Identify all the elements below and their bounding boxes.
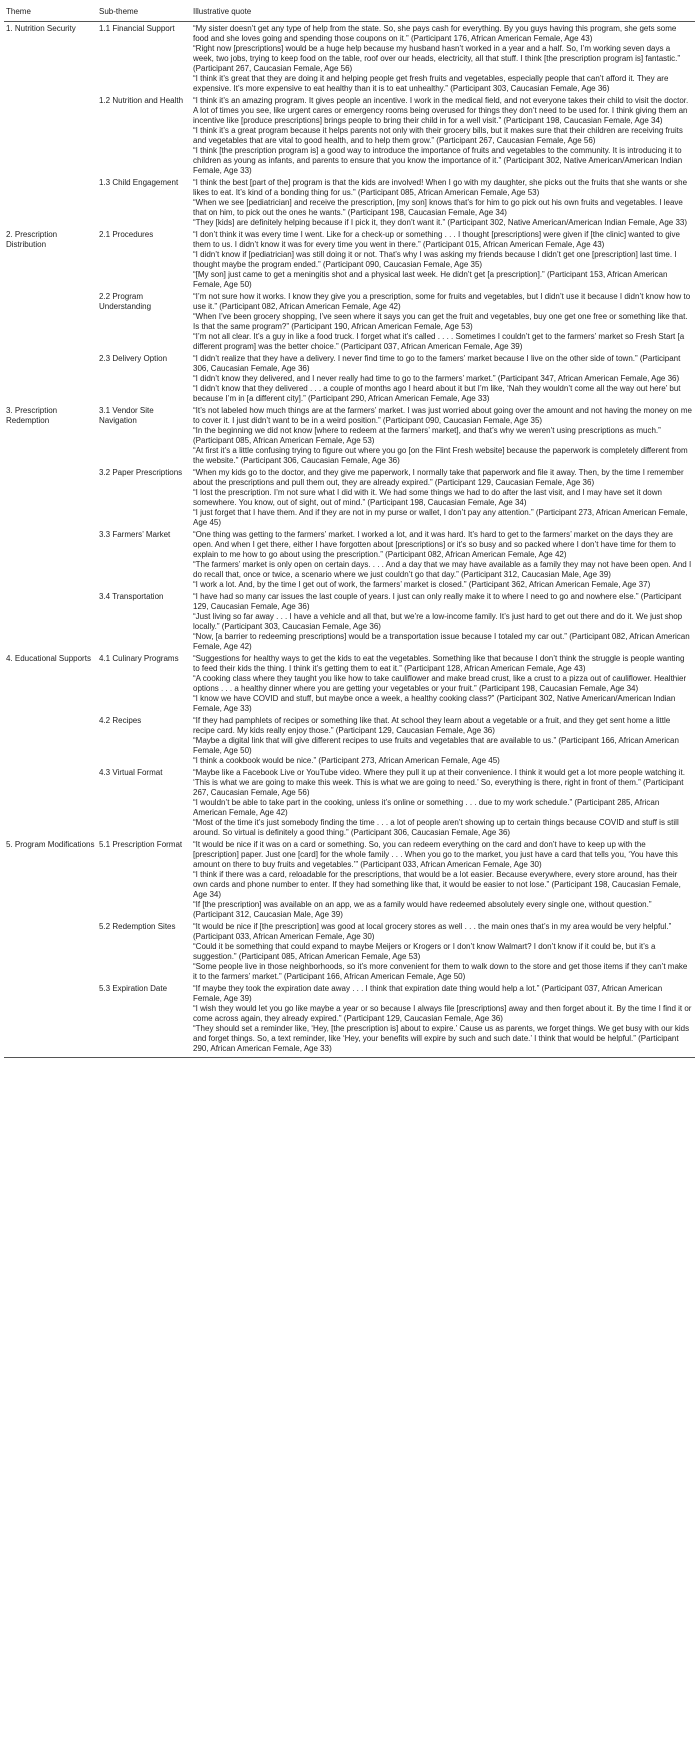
illustrative-quote: “Maybe a digital link that will give different recipes to use fruits and vegetables that are available to us.” (Participant 166, African American Female, Age 50) xyxy=(193,736,679,755)
table-row xyxy=(4,466,695,528)
quote-cell xyxy=(191,94,695,176)
table-row xyxy=(4,590,695,652)
illustrative-quote: “Maybe like a Facebook Live or YouTube video. Where they pull it up at their convenience. I think it would get a lot more people watching it. ‘This is what we are going to make this week. This is what we are going to need.’ So, everything is there, right in front of them.” (Participant 267, Caucasian Female, Age 56) xyxy=(193,768,685,797)
subtheme-cell: 4.1 Culinary Programs xyxy=(99,654,179,663)
table-row xyxy=(4,982,695,1058)
theme-cell xyxy=(4,982,97,1058)
illustrative-quote: “[My son] just came to get a meningitis shot and a physical last week. He didn’t get [a prescription].” (Participant 153, African American Female, Age 50) xyxy=(193,270,668,289)
table-row xyxy=(4,714,695,766)
theme-cell xyxy=(4,290,97,352)
subtheme-cell: 1.2 Nutrition and Health xyxy=(99,96,184,105)
quote-cell xyxy=(191,590,695,652)
subtheme-cell: 4.2 Recipes xyxy=(99,716,142,725)
illustrative-quote: “I didn’t realize that they have a delivery. I never find time to go to the famers’ market because I live on the other side of town.” (Participant 306, Caucasian Female, Age 36) xyxy=(193,354,681,373)
illustrative-quote: “When my kids go to the doctor, and they give me paperwork, I normally take that paperwork and file it away. Then, by the time I remember about the prescriptions and pull them out, they are already expired.” (Participant 129, Caucasian Female, Age 36) xyxy=(193,468,684,487)
illustrative-quote: “A cooking class where they taught you like how to take cauliflower and make bread crust, like a crust to a pizza out of cauliflower. Healthier options . . . a healthy dinner where you are getting your vegetables or your fruit.” (Participant 198, Caucasian Female, Age 34) xyxy=(193,674,687,693)
quote-cell xyxy=(191,352,695,404)
illustrative-quote: “When I’ve been grocery shopping, I’ve seen where it says you can get the fruit and vegetables, buy one get one free or something like that. Is that the same program?” (Participant 190, African American Female, Age 53) xyxy=(193,312,688,331)
illustrative-quote: “They [kids] are definitely helping because if I pick it, they don’t want it.” (Participant 302, Native American/American Indian Female, Age 33) xyxy=(193,218,688,227)
illustrative-quote: “I didn’t know that they delivered . . . a couple of months ago I heard about it but I’m like, ‘Nah they wouldn’t come all the way out here’ but because I’m in [a different city].” (Participant 290, African American Female, Age 33) xyxy=(193,384,681,403)
theme-cell: 2. Prescription Distribution xyxy=(6,230,58,249)
theme-cell: 4. Educational Supports xyxy=(6,654,91,663)
illustrative-quote: “My sister doesn’t get any type of help from the state. So, she pays cash for everything. By you guys having this program, she gets some food and she loves going and spending those coupons on it.” (Participant 176, African American Female, Age 43) xyxy=(193,24,677,43)
illustrative-quote: “I think if there was a card, reloadable for the prescriptions, that would be a lot easier. Because everywhere, every store around, has their own cards and phone number to enter. If they had something like that, it would be easier to not lose.” (Participant 198, Caucasian Female, Age 34) xyxy=(193,870,681,899)
theme-cell xyxy=(4,528,97,590)
illustrative-quote: “I work a lot. And, by the time I get out of work, the farmers’ market is closed.” (Participant 362, African American Female, Age 37) xyxy=(193,580,651,589)
illustrative-quote: “If [the prescription] was available on an app, we as a family would have redeemed absolutely every single one, without question.” (Participant 312, Caucasian Male, Age 39) xyxy=(193,900,652,919)
theme-cell xyxy=(4,590,97,652)
illustrative-quote: “Now, [a barrier to redeeming prescriptions] would be a transportation issue because I totaled my car out.” (Participant 082, African American Female, Age 42) xyxy=(193,632,690,651)
theme-cell: 1. Nutrition Security xyxy=(6,24,76,33)
quote-cell xyxy=(191,766,695,838)
subtheme-cell: 5.1 Prescription Format xyxy=(99,840,183,849)
illustrative-quote: “I don’t think it was every time I went. Like for a check-up or something . . . I thought [prescriptions] were given if [the clinic] wanted to give them to us. I didn’t know it was for every time you went in there.” (Participant 015, African American Female, Age 43) xyxy=(193,230,680,249)
subtheme-cell: 2.2 Program Understanding xyxy=(99,292,152,311)
illustrative-quote: “I know we have COVID and stuff, but maybe once a week, a healthy cooking class?” (Participant 302, Native American/American Indian Female, Age 33) xyxy=(193,694,676,713)
illustrative-quote: “If they had pamphlets of recipes or something like that. At school they learn about a vegetable or a fruit, and they get sent home a little recipe card. My kids really enjoy those.” (Participant 129, Caucasian Female, Age 36) xyxy=(193,716,671,735)
quote-cell xyxy=(191,22,695,95)
quote-cell xyxy=(191,528,695,590)
theme-cell xyxy=(4,352,97,404)
table-row xyxy=(4,176,695,228)
themes-table xyxy=(4,0,695,1058)
illustrative-quote: “I think it’s an amazing program. It gives people an incentive. I work in the medical field, and not everyone takes their child to visit the doctor. A lot of times you see, like urgent cares or emergency rooms being overused for things they don’t need to be used for. I think giving them an incentive like [produce prescriptions] brings people to bring their child in for a well visit.” (Participant 198, Caucasian Female, Age 34) xyxy=(193,96,689,125)
illustrative-quote: “Most of the time it’s just somebody finding the time . . . a lot of people aren’t showing up to certain things because COVID and stuff is still around. So virtual is definitely a good thing.” (Participant 306, Caucasian Female, Age 36) xyxy=(193,818,679,837)
illustrative-quote: “I think it’s a great program because it helps parents not only with their grocery bills, but it makes sure that their children are receiving fruits and vegetables that are vital to good health, and to help them grow.” (Participant 267, Caucasian Female, Age 56) xyxy=(193,126,683,145)
quote-cell xyxy=(191,920,695,982)
table-row xyxy=(4,766,695,838)
illustrative-quote: “I think the best [part of the] program is that the kids are involved! When I go with my daughter, she picks out the fruits that she wants or she likes to eat. It’s kind of a bonding thing for us.” (Participant 085, African American Female, Age 53) xyxy=(193,178,688,197)
theme-cell xyxy=(4,466,97,528)
illustrative-quote: “I’m not all clear. It’s a guy in like a food truck. I forget what it’s called . . . . Sometimes I couldn’t get to the farmers’ market so Fresh Start [a different program] was the better choice.” (Participant 037, African American Female, Age 39) xyxy=(193,332,685,351)
illustrative-quote: “I’m not sure how it works. I know they give you a prescription, some for fruits and vegetables, but I didn’t use it because I didn’t know how to use it.” (Participant 082, African American Female, Age 42) xyxy=(193,292,691,311)
illustrative-quote: “I wouldn’t be able to take part in the cooking, unless it’s online or something . . . due to my work schedule.” (Participant 285, African American Female, Age 42) xyxy=(193,798,660,817)
quote-cell xyxy=(191,176,695,228)
table-row xyxy=(4,920,695,982)
quote-cell xyxy=(191,228,695,290)
quote-cell xyxy=(191,714,695,766)
subtheme-cell: 2.1 Procedures xyxy=(99,230,154,239)
illustrative-quote: “One thing was getting to the farmers’ market. I worked a lot, and it was hard. It’s hard to get to the farmers’ market on the days they are open. And when I get there, either I have forgotten about [prescriptions] or it’s so busy and so packed where I don’t have time for them to explain to me how to go about using the prescription.” (Participant 082, African American Female, Age 42) xyxy=(193,530,676,559)
table-header xyxy=(4,1,695,22)
table-row xyxy=(4,528,695,590)
quote-cell xyxy=(191,404,695,466)
table-body xyxy=(4,22,695,1058)
quote-cell xyxy=(191,838,695,920)
header-row xyxy=(4,1,695,22)
illustrative-quote: “I think it’s great that they are doing it and helping people get fresh fruits and vegetables, especially people that can’t afford it. They are expensive. It’s more expensive to eat healthy than it is to eat unhealthy.” (Participant 303, Caucasian Female, Age 36) xyxy=(193,74,669,93)
column-header-subtheme: Sub-theme xyxy=(97,1,191,22)
table-row xyxy=(4,352,695,404)
illustrative-quote: “Suggestions for healthy ways to get the kids to eat the vegetables. Something like that because I don’t think the struggle is people wanting to feed their kids the thing. I think it’s getting them to eat it.” (Participant 128, African American Female, Age 43) xyxy=(193,654,685,673)
quote-cell xyxy=(191,652,695,714)
quote-cell xyxy=(191,982,695,1058)
subtheme-cell: 5.2 Redemption Sites xyxy=(99,922,176,931)
illustrative-quote: “I think a cookbook would be nice.” (Participant 273, African American Female, Age 45) xyxy=(193,756,500,765)
illustrative-quote: “If maybe they took the expiration date away . . . I think that expiration date thing would help a lot.” (Participant 037, African American Female, Age 39) xyxy=(193,984,663,1003)
illustrative-quote: “When we see [pediatrician] and receive the prescription, [my son] knows that’s for him to go pick out his own fruits and vegetables. I leave that on him, to pick out the ones he wants.” (Participant 198, Caucasian Female, Age 34) xyxy=(193,198,683,217)
illustrative-quote: “It would be nice if it was on a card or something. So, you can redeem everything on the card and don’t have to keep up with the [prescription] paper. Just one [card] for the whole family . . . When you go to the market, you just have a card that tells you, ‘You have this amount on there to buy fruits and vegetables.’” (Participant 033, African American Female, Age 30) xyxy=(193,840,678,869)
subtheme-cell: 3.2 Paper Prescriptions xyxy=(99,468,183,477)
themes-table-document xyxy=(4,0,695,1058)
illustrative-quote: “At first it’s a little confusing trying to figure out where you go [on the Flint Fresh website] because the paperwork is completely different from the website.” (Participant 306, Caucasian Female, Age 36) xyxy=(193,446,688,465)
table-row xyxy=(4,652,695,714)
illustrative-quote: “I didn’t know they delivered, and I never really had time to go to the farmers’ market.” (Participant 347, African American Female, Age 36) xyxy=(193,374,680,383)
quote-cell xyxy=(191,466,695,528)
quote-cell xyxy=(191,290,695,352)
illustrative-quote: “Just living so far away . . . I have a vehicle and all that, but we’re a low-income family. It’s just hard to get out there and do it. We just shop locally.” (Participant 303, Caucasian Female, Age 36) xyxy=(193,612,683,631)
illustrative-quote: “I lost the prescription. I’m not sure what I did with it. We had some things we had to do after the last visit, and I may have set it down somewhere. You know, out of sight, out of mind.” (Participant 198, Caucasian Female, Age 34) xyxy=(193,488,662,507)
illustrative-quote: “It’s not labeled how much things are at the farmers’ market. I was just worried about going over the amount and not having the money on me to cover it. I just didn’t want to be in a weird position.” (Participant 090, Caucasian Female, Age 35) xyxy=(193,406,692,425)
subtheme-cell: 3.4 Transportation xyxy=(99,592,164,601)
illustrative-quote: “I just forget that I have them. And if they are not in my purse or wallet, I don’t pay any attention.” (Participant 273, African American Female, Age 45) xyxy=(193,508,688,527)
illustrative-quote: “Right now [prescriptions] would be a huge help because my husband hasn’t worked in a year and a half. So, I’m working seven days a week, two jobs, trying to keep food on the table, roof over our heads, electricity, all that stuff. I think [the prescription program is] fantastic.” (Participant 267, Caucasian Female, Age 56) xyxy=(193,44,681,73)
illustrative-quote: “I didn’t know if [pediatrician] was still doing it or not. That’s why I was asking my friends because I didn’t get one [prescription] last time. I thought maybe the program ended.” (Participant 090, Caucasian Female, Age 35) xyxy=(193,250,677,269)
illustrative-quote: “I think [the prescription program is] a good way to introduce the importance of fruits and vegetables to the community. It is introducing it to children as young as infants, and parents to ensure that you know the importance of it.” (Participant 302, Native American/American Indian Female, Age 33) xyxy=(193,146,683,175)
subtheme-cell: 2.3 Delivery Option xyxy=(99,354,168,363)
illustrative-quote: “It would be nice if [the prescription] was good at local grocery stores as well . . . the main ones that’s in my area would be very helpful.” (Participant 033, African American Female, Age 30) xyxy=(193,922,672,941)
table-row xyxy=(4,94,695,176)
illustrative-quote: “The farmers’ market is only open on certain days. . . . And a day that we may have available as a family they may not have been open. And I do recall that, once or twice, a scenario where we just couldn’t go that day.” (Participant 312, Caucasian Male, Age 39) xyxy=(193,560,692,579)
column-header-theme: Theme xyxy=(4,1,97,22)
table-row xyxy=(4,228,695,290)
theme-cell: 5. Program Modifications xyxy=(6,840,95,849)
illustrative-quote: “In the beginning we did not know [where to redeem at the farmers’ market], and that’s why we weren’t using prescriptions as much.” (Participant 085, African American Female, Age 53) xyxy=(193,426,661,445)
table-row xyxy=(4,290,695,352)
theme-cell xyxy=(4,766,97,838)
column-header-quote: Illustrative quote xyxy=(191,1,695,22)
table-row xyxy=(4,22,695,95)
table-row xyxy=(4,404,695,466)
theme-cell xyxy=(4,94,97,176)
table-row xyxy=(4,838,695,920)
subtheme-cell: 3.1 Vendor Site Navigation xyxy=(99,406,154,425)
illustrative-quote: “Could it be something that could expand to maybe Meijers or Krogers or I don’t know Walmart? I don’t know if it could be, but it’s a suggestion.” (Participant 085, African American Female, Age 53) xyxy=(193,942,656,961)
illustrative-quote: “They should set a reminder like, ‘Hey, [the prescription is] about to expire.’ Cause us as parents, we forget things. We get busy with our kids and forget things. So, a text reminder, like ‘Hey, your benefits will expire by such and such date.’ I think that would be helpful.” (Participant 290, African American Female, Age 33) xyxy=(193,1024,690,1053)
illustrative-quote: “I wish they would let you go like maybe a year or so because I always file [prescriptions] away and then forget about it. By the time I find it or come across again, they already expired.” (Participant 129, Caucasian Female, Age 36) xyxy=(193,1004,692,1023)
subtheme-cell: 4.3 Virtual Format xyxy=(99,768,163,777)
theme-cell xyxy=(4,920,97,982)
illustrative-quote: “I have had so many car issues the last couple of years. I just can only really make it to where I need to go and nowhere else.” (Participant 129, Caucasian Female, Age 36) xyxy=(193,592,682,611)
theme-cell xyxy=(4,176,97,228)
subtheme-cell: 1.1 Financial Support xyxy=(99,24,175,33)
subtheme-cell: 3.3 Farmers’ Market xyxy=(99,530,171,539)
subtheme-cell: 1.3 Child Engagement xyxy=(99,178,179,187)
subtheme-cell: 5.3 Expiration Date xyxy=(97,982,191,1058)
theme-cell: 3. Prescription Redemption xyxy=(6,406,58,425)
illustrative-quote: “Some people live in those neighborhoods, so it’s more convenient for them to walk down to the store and get those items if they can’t make it to the farmers’ market.” (Participant 166, African American Female, Age 50) xyxy=(193,962,688,981)
theme-cell xyxy=(4,714,97,766)
